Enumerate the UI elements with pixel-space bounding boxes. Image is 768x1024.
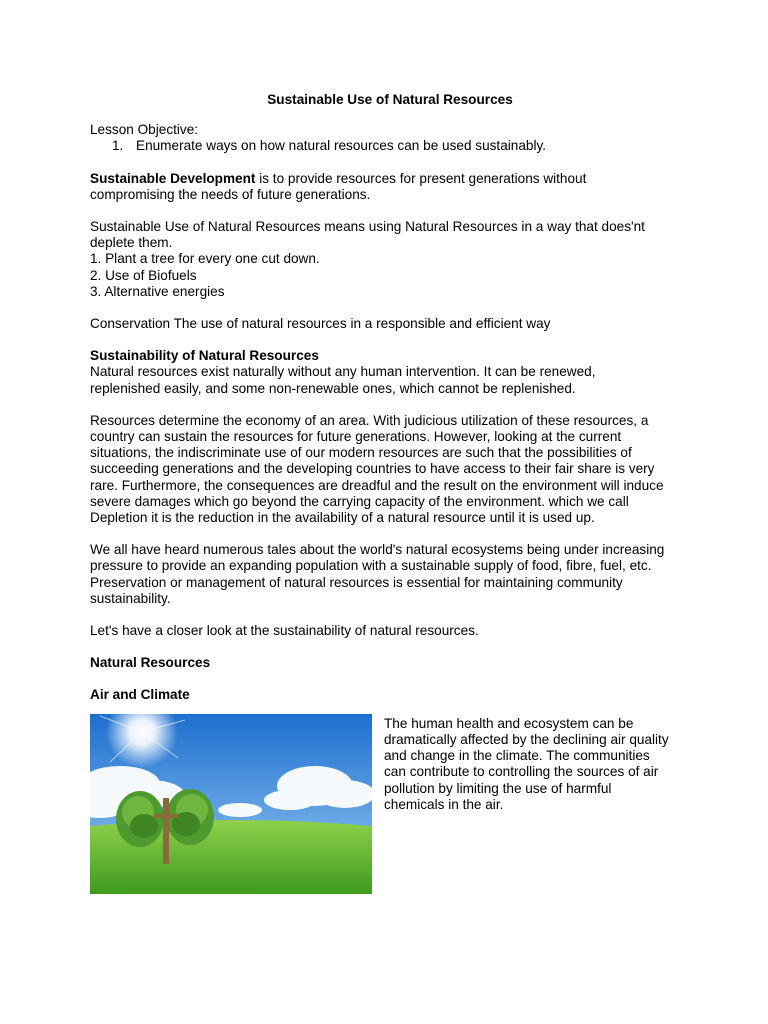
sustainable-use-item: 3. Alternative energies — [90, 283, 225, 299]
economy-line: rare. Furthermore, the consequences are dreadful and the result on the environment will induce — [90, 477, 664, 493]
sustainability-line: Natural resources exist naturally without any human intervention. It can be renewed, — [90, 364, 596, 380]
tales-line: pressure to provide an expanding population with a sustainable supply of food, fibre, fuel, etc. — [90, 558, 652, 574]
sustainability-line: replenished easily, and some non-renewable ones, which cannot be replenished. — [90, 380, 576, 396]
economy-line: Depletion it is the reduction in the availability of a natural resource until it is used up. — [90, 510, 595, 526]
economy-line: succeeding generations and the developing countries to have access to their fair share is very — [90, 461, 655, 477]
page-title: Sustainable Use of Natural Resources — [267, 92, 513, 107]
sustainable-development-term: Sustainable Development — [90, 170, 256, 186]
tales-paragraph — [90, 542, 690, 607]
natural-resources-heading: Natural Resources — [90, 655, 211, 671]
sustainability-paragraph — [90, 364, 690, 396]
sustainability-heading: Sustainability of Natural Resources — [90, 348, 319, 364]
tales-line: sustainability. — [90, 590, 171, 606]
sustainable-use-item: 2. Use of Biofuels — [90, 267, 197, 283]
air-climate-line: chemicals in the air. — [384, 796, 504, 812]
sustainable-use-line2: deplete them. — [90, 235, 173, 251]
air-climate-line: pollution by limiting the use of harmful — [384, 780, 612, 796]
air-climate-heading: Air and Climate — [90, 687, 190, 703]
economy-paragraph — [90, 413, 690, 526]
objective-item — [90, 138, 690, 154]
conservation-paragraph: Conservation The use of natural resources in a responsible and efficient way — [90, 316, 551, 332]
tales-line: We all have heard numerous tales about the world's natural ecosystems being under increasing — [90, 542, 665, 558]
air-climate-text — [384, 716, 684, 894]
document-body — [90, 92, 690, 894]
air-climate-line: can contribute to controlling the sources of air — [384, 764, 659, 780]
air-climate-line: The human health and ecosystem can be — [384, 715, 634, 731]
economy-line: Resources determine the economy of an area. With judicious utilization of these resources, a — [90, 412, 649, 428]
objective-number: 1. — [112, 138, 124, 154]
economy-line: situations, the indiscriminate use of our modern resources are such that the possibilities of — [90, 445, 632, 461]
sustainable-development-line1: is to provide resources for present generations without — [255, 170, 587, 186]
sustainable-development-line2: compromising the needs of future generations. — [90, 186, 371, 202]
economy-line: country can sustain the resources for future generations. However, looking at the current — [90, 429, 622, 445]
tales-line: Preservation or management of natural resources is essential for maintaining community — [90, 574, 623, 590]
sustainable-use-paragraph — [90, 219, 690, 300]
objective-text: Enumerate ways on how natural resources can be used sustainably. — [136, 138, 547, 154]
air-climate-section — [90, 714, 690, 894]
economy-line: severe damages which go beyond the carrying capacity of the environment. which we call — [90, 493, 629, 509]
lesson-objective-label: Lesson Objective: — [90, 122, 199, 138]
sustainable-use-item: 1. Plant a tree for every one cut down. — [90, 251, 320, 267]
closer-look-paragraph: Let's have a closer look at the sustainability of natural resources. — [90, 623, 479, 639]
sustainable-development-paragraph — [90, 171, 690, 203]
air-climate-line: and change in the climate. The communities — [384, 748, 650, 764]
air-climate-line: dramatically affected by the declining air quality — [384, 731, 669, 747]
sustainable-use-line1: Sustainable Use of Natural Resources means using Natural Resources in a way that does'nt — [90, 219, 645, 235]
lung-trees-landscape-image — [90, 714, 372, 894]
